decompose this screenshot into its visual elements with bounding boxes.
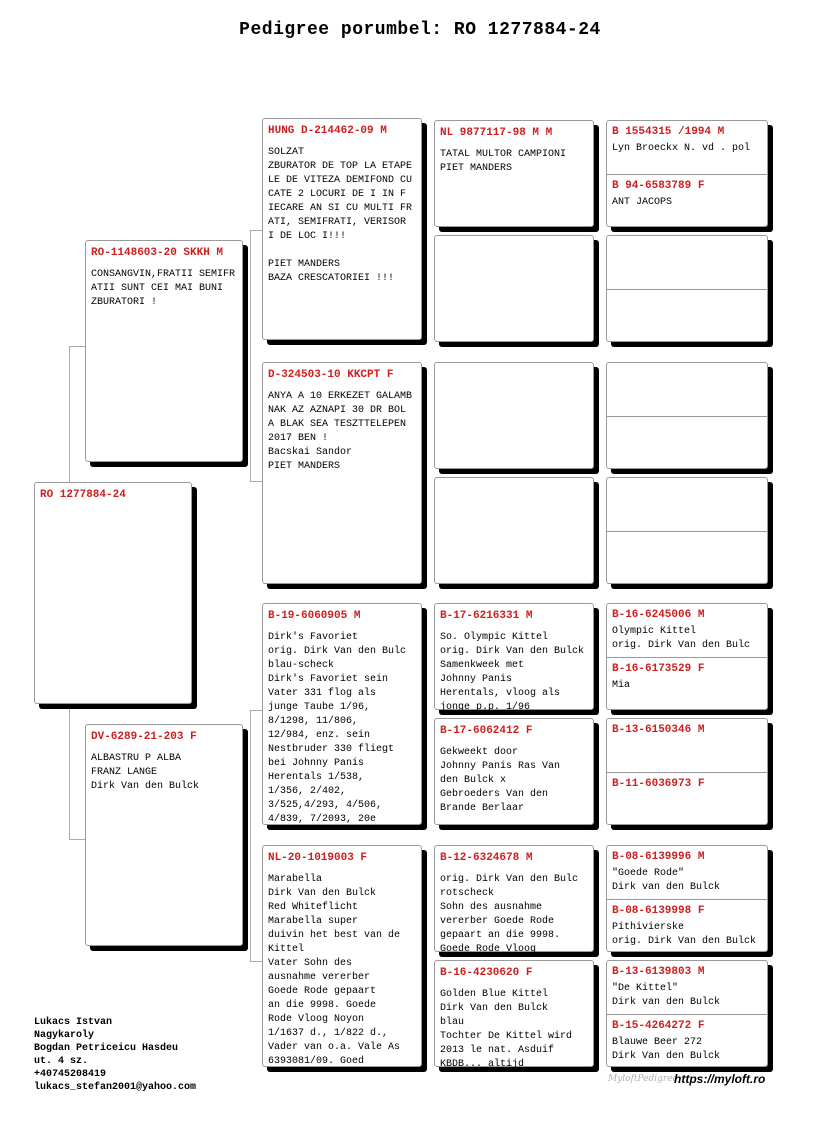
- pigeon-notes: [35, 505, 191, 510]
- gg-grandparent-notes: [607, 536, 767, 539]
- grandparent-notes: ANYA A 10 ERKEZET GALAMB NAK AZ AZNAPI 30 DR BOL A BLAK SEA TESZTTELEPEN 2017 BEN ! Bacskai Sandor PIET MANDERS: [268, 391, 413, 472]
- gg-grandparent-notes: Pithivierske orig. Dirk Van den Bulck: [612, 922, 757, 947]
- gg-grandparent-ring: B-13-6139803 M: [612, 966, 705, 978]
- gg-grandparent-pair: [606, 362, 768, 469]
- sire-card[interactable]: [85, 240, 243, 462]
- grandparent-notes: SOLZAT ZBURATOR DE TOP LA ETAPE LE DE VITEZA DEMIFOND CU CATE 2 LOCURI DE I IN F IECARE AN SI CU MULTI FR ATI, SEMIFRATI, VERISOR I DE LOC I!!! PIET MANDERS BAZA CRESCATORIEI !!!: [268, 147, 413, 284]
- grandparent-ring: D-324503-10 KKCPT F: [268, 369, 394, 381]
- gg-grandparent-pair: [606, 845, 768, 952]
- gg-grandparent-dam[interactable]: [607, 531, 767, 585]
- gg-grandparent-notes: [607, 482, 767, 485]
- gg-grandparent-pair: [606, 603, 768, 710]
- gg-grandparent-dam[interactable]: [607, 899, 767, 953]
- great-grandparent-card[interactable]: [434, 718, 594, 825]
- gg-grandparent-notes: [607, 240, 767, 243]
- gg-grandparent-dam[interactable]: [607, 657, 767, 711]
- great-grandparent-card[interactable]: [434, 477, 594, 584]
- pigeon-ring: RO 1277884-24: [40, 489, 126, 501]
- great-grandparent-ring: [435, 236, 593, 241]
- great-grandparent-notes: So. Olympic Kittel orig. Dirk Van den Bulck Samenkweek met Johnny Panis Herentals, vloog als jonge p.p. 1/96: [440, 632, 585, 713]
- great-grandparent-notes: orig. Dirk Van den Bulc rotscheck Sohn des ausnahme vererber Goede Rode gepaart an die 9998. Goede Rode Vloog: [440, 874, 579, 955]
- gg-grandparent-sire[interactable]: [607, 363, 767, 417]
- gg-grandparent-sire[interactable]: [607, 846, 767, 900]
- grandparent-notes: Marabella Dirk Van den Bulck Red Whiteflicht Marabella super duivin het best van de Kittel Vater Sohn des ausnahme vererber Goede Rode gepaart an die 9998. Goede Rode Vloog Noyon 1/1637 d., 1/822 d., Vader van o.a. Vale As 6393081/09. Goed: [268, 874, 401, 1067]
- great-grandparent-card[interactable]: [434, 120, 594, 227]
- great-grandparent-card[interactable]: [434, 362, 594, 469]
- great-grandparent-ring: [435, 478, 593, 483]
- dam-card[interactable]: [85, 724, 243, 946]
- gg-grandparent-notes: "De Kittel" Dirk van den Bulck: [612, 983, 721, 1008]
- gg-grandparent-ring: B 94-6583789 F: [612, 180, 705, 192]
- gg-grandparent-dam[interactable]: [607, 289, 767, 343]
- great-grandparent-notes: [435, 244, 593, 249]
- great-grandparent-card[interactable]: [434, 603, 594, 713]
- grandparent-card[interactable]: [262, 118, 422, 340]
- dam-notes: ALBASTRU P ALBA FRANZ LANGE Dirk Van den Bulck: [91, 753, 200, 792]
- gg-grandparent-pair: [606, 960, 768, 1067]
- gg-grandparent-ring: B-15-4264272 F: [612, 1020, 705, 1032]
- gg-grandparent-notes: [607, 737, 767, 740]
- gg-grandparent-ring: B-16-6173529 F: [612, 663, 705, 675]
- gg-grandparent-sire[interactable]: [607, 478, 767, 532]
- grandparent-notes: Dirk's Favoriet orig. Dirk Van den Bulc blau-scheck Dirk's Favoriet sein Vater 331 flog als junge Taube 1/96, 8/1298, 11/806, 12/984, enz. sein Nestbruder 330 fliegt bei Johnny Panis Herentals 1/538, 1/356, 2/402, 3/525,4/293, 4/506, 4/839, 7/2093, 20e: [268, 632, 407, 825]
- footer-url-link[interactable]: https://myloft.ro: [674, 1072, 766, 1086]
- great-grandparent-ring: B-12-6324678 M: [440, 852, 533, 864]
- gg-grandparent-notes: Mia: [612, 680, 631, 691]
- grandparent-card[interactable]: [262, 603, 422, 825]
- pigeon-card[interactable]: [34, 482, 192, 704]
- gg-grandparent-notes: Blauwe Beer 272 Dirk Van den Bulck: [612, 1037, 721, 1062]
- great-grandparent-ring: B-16-4230620 F: [440, 967, 533, 979]
- grandparent-card[interactable]: [262, 845, 422, 1067]
- gg-grandparent-notes: [607, 791, 767, 794]
- sire-notes: CONSANGVIN,FRATII SEMIFR ATII SUNT CEI MAI BUNI ZBURATORI !: [91, 269, 236, 308]
- grandparent-ring: NL-20-1019003 F: [268, 852, 368, 864]
- page-title: Pedigree porumbel: RO 1277884-24: [239, 20, 601, 40]
- gg-grandparent-notes: Olympic Kittel orig. Dirk Van den Bulc: [612, 626, 751, 651]
- gg-grandparent-ring: B-08-6139996 M: [612, 851, 705, 863]
- great-grandparent-notes: Gekweekt door Johnny Panis Ras Van den Bulck x Gebroeders Van den Brande Berlaar: [440, 747, 561, 814]
- great-grandparent-card[interactable]: [434, 960, 594, 1070]
- gg-grandparent-ring: B-16-6245006 M: [612, 609, 705, 621]
- gg-grandparent-sire[interactable]: [607, 121, 767, 175]
- gg-grandparent-dam[interactable]: [607, 174, 767, 228]
- sire-ring: RO-1148603-20 SKKH M: [91, 247, 224, 259]
- great-grandparent-ring: B-17-6062412 F: [440, 725, 533, 737]
- gg-grandparent-sire[interactable]: [607, 604, 767, 658]
- gg-grandparent-notes: "Goede Rode" Dirk van den Bulck: [612, 868, 721, 893]
- gg-grandparent-dam[interactable]: [607, 416, 767, 470]
- great-grandparent-ring: B-17-6216331 M: [440, 610, 533, 622]
- grandparent-ring: HUNG D-214462-09 M: [268, 125, 387, 137]
- great-grandparent-notes: [435, 486, 593, 491]
- great-grandparent-notes: TATAL MULTOR CAMPIONI PIET MANDERS: [440, 149, 567, 174]
- gg-grandparent-ring: B-13-6150346 M: [612, 724, 705, 736]
- myloft-logo: MyloftPedigree: [608, 1074, 678, 1084]
- great-grandparent-notes: [435, 371, 593, 376]
- gg-grandparent-sire[interactable]: [607, 719, 767, 773]
- gg-grandparent-pair: [606, 477, 768, 584]
- gg-grandparent-pair: [606, 718, 768, 825]
- gg-grandparent-ring: B-08-6139998 F: [612, 905, 705, 917]
- owner-info: Lukacs Istvan Nagykaroly Bogdan Petriceicu Hasdeu ut. 4 sz. +40745208419 lukacs_stefan2001@yahoo.com: [34, 1017, 197, 1093]
- gg-grandparent-sire[interactable]: [607, 961, 767, 1015]
- great-grandparent-ring: NL 9877117-98 M M: [440, 127, 553, 139]
- gg-grandparent-pair: [606, 235, 768, 342]
- gg-grandparent-pair: [606, 120, 768, 227]
- gg-grandparent-notes: [607, 367, 767, 370]
- grandparent-ring: B-19-6060905 M: [268, 610, 361, 622]
- gg-grandparent-notes: Lyn Broeckx N. vd . pol: [612, 143, 751, 154]
- dam-ring: DV-6289-21-203 F: [91, 731, 197, 743]
- gg-grandparent-notes: [607, 294, 767, 297]
- gg-grandparent-notes: [607, 421, 767, 424]
- gg-grandparent-notes: ANT JACOPS: [612, 197, 673, 208]
- gg-grandparent-ring: B 1554315 /1994 M: [612, 126, 725, 138]
- gg-grandparent-dam[interactable]: [607, 772, 767, 826]
- great-grandparent-card[interactable]: [434, 845, 594, 955]
- gg-grandparent-sire[interactable]: [607, 236, 767, 290]
- gg-grandparent-dam[interactable]: [607, 1014, 767, 1068]
- great-grandparent-ring: [435, 363, 593, 368]
- gg-grandparent-ring: B-11-6036973 F: [612, 778, 705, 790]
- grandparent-card[interactable]: [262, 362, 422, 584]
- great-grandparent-notes: Golden Blue Kittel Dirk Van den Bulck blau Tochter De Kittel wird 2013 le nat. Asduif KBDB... altijd: [440, 989, 573, 1070]
- great-grandparent-card[interactable]: [434, 235, 594, 342]
